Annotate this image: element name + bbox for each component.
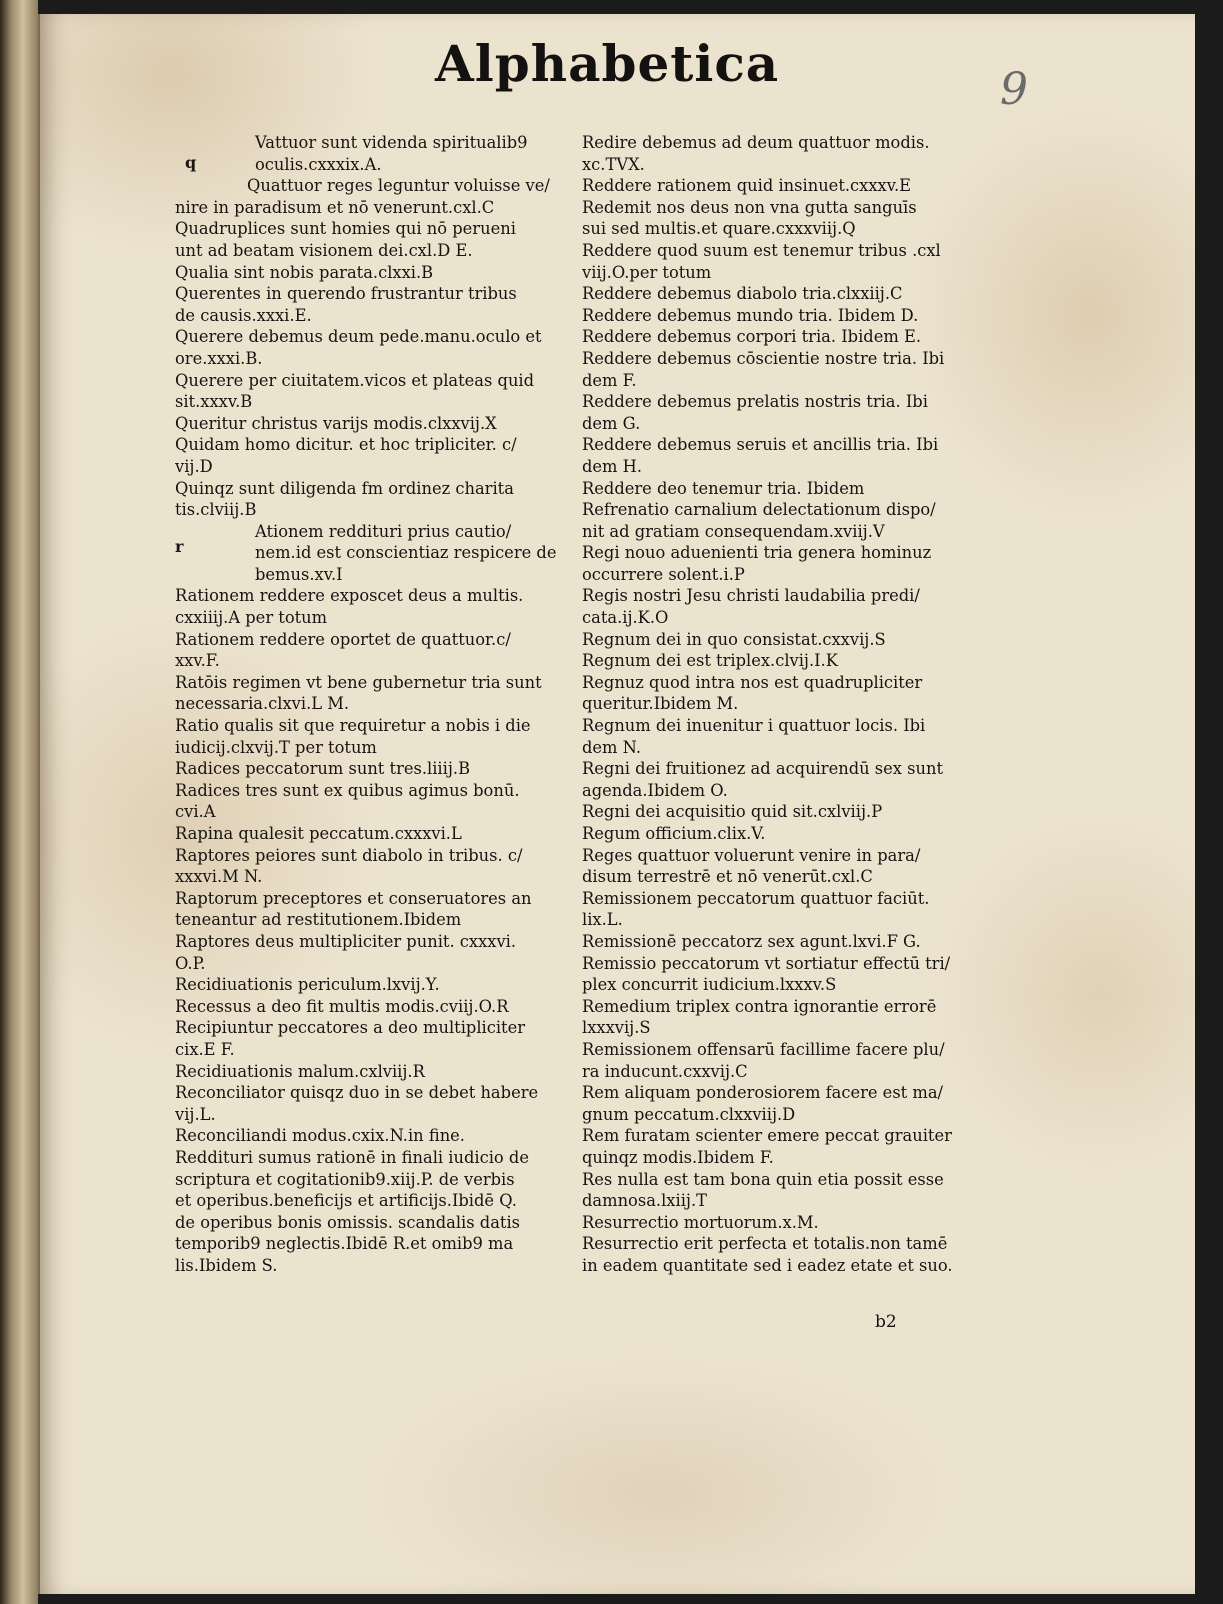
right-entry-line: xc.TVX.	[582, 154, 645, 174]
right-entry-line: Reges quattuor voluerunt venire in para/	[582, 845, 921, 865]
left-entry-line: de operibus bonis omissis. scandalis datis	[175, 1212, 521, 1232]
margin-letter-r: r	[175, 537, 184, 556]
right-entry-line: Regi nouo aduenienti tria genera hominuz	[582, 543, 932, 563]
left-entry-line: Reconciliandi modus.cxix.N.in fine.	[175, 1126, 465, 1146]
left-entry-line: Ratio qualis sit que requiretur a nobis i die	[175, 716, 531, 736]
left-entry-line: Radices tres sunt ex quibus agimus bonū.	[175, 780, 520, 800]
right-entry-line: disum terrestrē et nō venerūt.cxl.C	[582, 867, 873, 887]
right-entry-line: Remissio peccatorum vt sortiatur effectū tri/	[582, 953, 951, 973]
right-entry-line: quinqz modis.Ibidem F.	[582, 1147, 774, 1167]
right-entry-line: occurrere solent.i.P	[582, 564, 745, 584]
right-entry-line: Resurrectio mortuorum.x.M.	[582, 1212, 819, 1232]
right-entry-line: Regnum dei inuenitur i quattuor locis. Ibi	[582, 716, 926, 736]
left-entry-line: xxxvi.M N.	[175, 867, 263, 887]
right-entry-line: nit ad gratiam consequendam.xviij.V	[582, 521, 885, 541]
left-entry-line: cvi.A	[175, 802, 216, 822]
right-entry-line: Regis nostri Jesu christi laudabilia predi/	[582, 586, 920, 606]
left-entry-line: Rationem reddere exposcet deus a multis.	[175, 586, 524, 606]
left-entry-line: oculis.cxxxix.A.	[255, 154, 382, 174]
right-entry-line: Remissionē peccatorz sex agunt.lxvi.F G.	[582, 931, 921, 951]
left-entry-line: Recidiuationis malum.cxlviij.R	[175, 1061, 425, 1081]
left-entry-line: lis.Ibidem S.	[175, 1255, 278, 1275]
left-entry-line: temporib9 neglectis.Ibidē R.et omib9 ma	[175, 1234, 514, 1254]
right-entry-line: dem F.	[582, 370, 637, 390]
left-entry-line: ore.xxxi.B.	[175, 348, 263, 368]
right-entry-line: Res nulla est tam bona quin etia possit esse	[582, 1169, 944, 1189]
left-entry-line: O.P.	[175, 953, 206, 973]
left-entry-line: Ratōis regimen vt bene gubernetur tria sunt	[175, 672, 542, 692]
left-entry-line: Querentes in querendo frustrantur tribus	[175, 284, 517, 304]
right-entry-line: Reddere deo tenemur tria. Ibidem	[582, 478, 865, 498]
right-entry-line: Reddere debemus seruis et ancillis tria. Ibi	[582, 435, 939, 455]
left-entry-line: Reconciliator quisqz duo in se debet habere	[175, 1083, 539, 1103]
left-entry-line: Raptorum preceptores et conseruatores an	[175, 888, 532, 908]
left-entry-line: Raptores peiores sunt diabolo in tribus. c/	[175, 845, 523, 865]
right-entry-line: damnosa.lxiij.T	[582, 1191, 707, 1211]
page-title: Alphabetica	[435, 34, 780, 93]
left-entry-line: unt ad beatam visionem dei.cxl.D E.	[175, 240, 473, 260]
left-entry-line: Querere per ciuitatem.vicos et plateas quid	[175, 370, 535, 390]
right-entry-line: Resurrectio erit perfecta et totalis.non tamē	[582, 1234, 948, 1254]
right-entry-line: Redire debemus ad deum quattuor modis.	[582, 133, 930, 152]
right-entry-line: Rem aliquam ponderosiorem facere est ma/	[582, 1083, 944, 1103]
right-entry-line: Regnum dei in quo consistat.cxxvij.S	[582, 629, 886, 649]
right-entry-line: lxxxvij.S	[582, 1018, 651, 1038]
left-entry-line: Quinqz sunt diligenda fm ordinez charita	[175, 478, 514, 498]
right-entry-line: viij.O.per totum	[582, 262, 712, 282]
right-entry-line: dem G.	[582, 413, 641, 433]
right-entry-line: Reddere quod suum est tenemur tribus .cxl	[582, 240, 941, 260]
right-entry-line: Reddere debemus diabolo tria.clxxiij.C	[582, 284, 903, 304]
left-entry-line: Reddituri sumus rationē in finali iudicio de	[175, 1147, 529, 1167]
right-entry-line: Regni dei fruitionez ad acquirendū sex sunt	[582, 759, 944, 779]
left-entry-line: vij.L.	[175, 1104, 216, 1124]
left-entry-line: nire in paradisum et nō venerunt.cxl.C	[175, 197, 495, 217]
left-entry-line: Rapina qualesit peccatum.cxxxvi.L	[175, 824, 462, 843]
right-entry-line: sui sed multis.et quare.cxxxviij.Q	[582, 219, 856, 239]
right-entry-line: Reddere debemus cōscientie nostre tria. Ibi	[582, 348, 945, 368]
right-entry-line: Regnum dei est triplex.clvij.I.K	[582, 651, 838, 671]
right-entry-line: ra inducunt.cxxvij.C	[582, 1061, 748, 1081]
left-entry-line: Recipiuntur peccatores a deo multipliciter	[175, 1018, 526, 1038]
left-entry-line: Rationem reddere oportet de quattuor.c/	[175, 629, 511, 649]
right-entry-line: Regnuz quod intra nos est quadrupliciter	[582, 672, 923, 692]
left-entry-line: Quidam homo dicitur. et hoc tripliciter. c/	[175, 435, 517, 455]
left-entry-line: necessaria.clxvi.L M.	[175, 694, 350, 714]
right-entry-line: gnum peccatum.clxxviij.D	[582, 1104, 796, 1124]
left-entry-line: xxv.F.	[175, 651, 220, 671]
right-entry-line: dem H.	[582, 456, 643, 476]
right-index-column	[582, 132, 1010, 1276]
right-entry-line: plex concurrit iudicium.lxxxv.S	[582, 975, 837, 995]
right-entry-line: Reddere rationem quid insinuet.cxxxv.E	[582, 176, 912, 196]
right-entry-line: Reddere debemus mundo tria. Ibidem D.	[582, 305, 919, 325]
left-entry-line: teneantur ad restitutionem.Ibidem	[175, 910, 462, 930]
left-entry-line: bemus.xv.I	[255, 564, 343, 584]
right-entry-line: Remedium triplex contra ignorantie errorē	[582, 996, 937, 1016]
left-entry-line: Qualia sint nobis parata.clxxi.B	[175, 262, 434, 282]
right-entry-line: in eadem quantitate sed i eadez etate et suo.	[582, 1255, 953, 1275]
folio-number: 9	[1000, 64, 1028, 115]
left-entry-line: scriptura et cogitationib9.xiij.P. de verbis	[175, 1169, 515, 1189]
right-entry-line: Reddere debemus prelatis nostris tria. Ibi	[582, 392, 928, 412]
right-entry-line: Remissionem offensarū facillime facere plu/	[582, 1039, 945, 1059]
left-entry-line: iudicij.clxvij.T per totum	[175, 737, 377, 757]
right-entry-line: Redemit nos deus non vna gutta sanguīs	[582, 197, 917, 217]
left-entry-line: sit.xxxv.B	[175, 392, 253, 412]
right-entry-line: lix.L.	[582, 910, 623, 930]
book-page	[38, 14, 1195, 1594]
left-entry-line: Querere debemus deum pede.manu.oculo et	[175, 327, 542, 347]
right-entry-line: Regni dei acquisitio quid sit.cxlviij.P	[582, 802, 883, 822]
right-entry-line: agenda.Ibidem O.	[582, 780, 728, 800]
right-entry-line: Reddere debemus corpori tria. Ibidem E.	[582, 327, 922, 347]
right-entry-line: queritur.Ibidem M.	[582, 694, 739, 714]
signature-mark: b2	[875, 1312, 897, 1332]
left-entry-line: Raptores deus multipliciter punit. cxxxvi.	[175, 931, 517, 951]
left-entry-line: Quattuor reges leguntur voluisse ve/	[247, 176, 550, 196]
right-entry-line: Remissionem peccatorum quattuor faciūt.	[582, 888, 930, 908]
left-entry-line: Radices peccatorum sunt tres.liiij.B	[175, 759, 471, 779]
right-entry-line: Refrenatio carnalium delectationum dispo/	[582, 500, 936, 520]
left-entry-line: Ationem reddituri prius cautio/	[255, 521, 512, 541]
left-entry-line: de causis.xxxi.E.	[175, 305, 312, 325]
left-entry-line: nem.id est conscientiaz respicere de	[255, 543, 557, 563]
left-index-column	[175, 132, 585, 1276]
left-entry-line: Recessus a deo fit multis modis.cviij.O.R	[175, 996, 509, 1016]
left-entry-line: et operibus.beneficijs et artificijs.Ibidē Q.	[175, 1191, 517, 1211]
right-entry-line: dem N.	[582, 737, 642, 757]
left-entry-line: cix.E F.	[175, 1039, 235, 1059]
book-gutter	[0, 0, 38, 1604]
left-entry-line: Vattuor sunt videnda spiritualib9	[255, 133, 528, 152]
right-entry-line: cata.ij.K.O	[582, 608, 669, 628]
margin-letter-q: q	[185, 153, 197, 172]
right-entry-line: Regum officium.clix.V.	[582, 824, 766, 843]
left-entry-line: cxxiiij.A per totum	[175, 608, 328, 628]
right-entry-line: Rem furatam scienter emere peccat grauiter	[582, 1126, 952, 1146]
left-entry-line: Quadruplices sunt homies qui nō perueni	[175, 219, 516, 239]
left-entry-line: Queritur christus varijs modis.clxxvij.X	[175, 413, 497, 433]
left-entry-line: vij.D	[175, 456, 213, 476]
left-entry-line: Recidiuationis periculum.lxvij.Y.	[175, 975, 440, 995]
left-entry-line: tis.clviij.B	[175, 500, 257, 520]
